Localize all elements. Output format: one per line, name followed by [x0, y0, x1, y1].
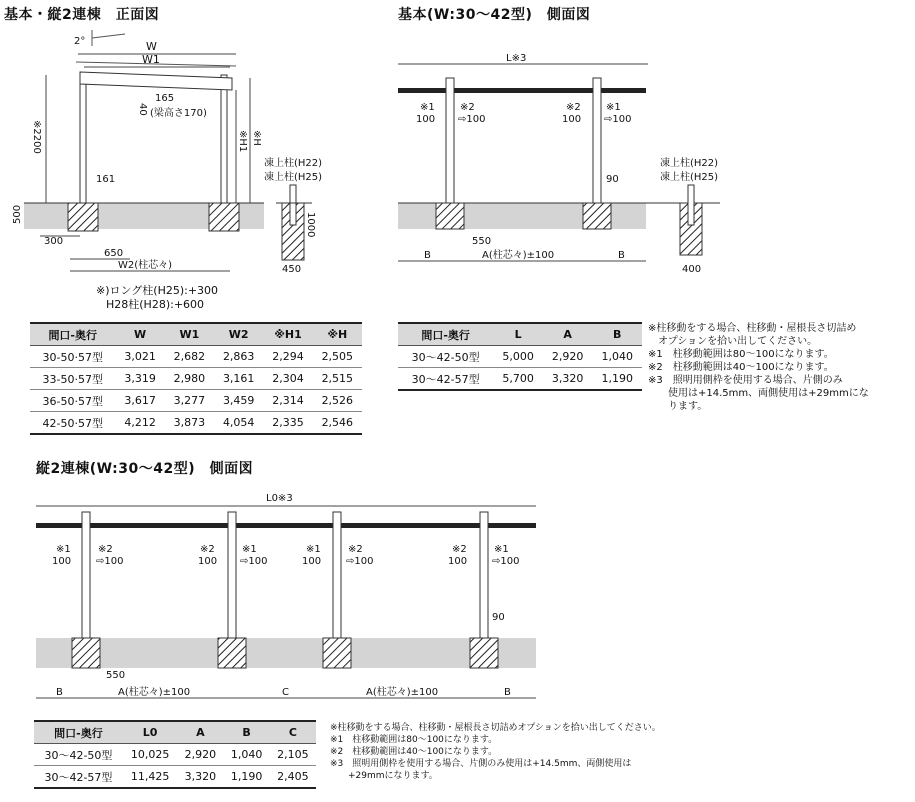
svg-text:※2: ※2 [566, 102, 581, 113]
col-header: 間口-奥行 [398, 323, 493, 346]
dim-beam-height: (梁高さ170) [150, 108, 207, 119]
front-note-2: H28柱(H28):+600 [106, 298, 205, 311]
svg-text:※1: ※1 [306, 544, 321, 555]
dim-l: L※3 [506, 53, 527, 64]
svg-text:※1: ※1 [242, 544, 257, 555]
side-view-basic-title: 基本(W:30〜42型) 側面図 [398, 7, 591, 23]
post-2 [593, 78, 601, 203]
col-header: A [177, 721, 223, 744]
svg-text:100: 100 [198, 556, 218, 567]
notes-basic: ※柱移動をする場合、柱移動・屋根長さ切詰め オプションを拾い出してください。 ※1 柱移動範囲は80〜100になります。 ※2 柱移動範囲は40〜100になります。 ※3 照明用側枠を使用する場合、片側のみ 使用は+14.5mm、両側使用は+29mmにな ります。 [648, 323, 869, 412]
svg-text:⇨100: ⇨100 [96, 556, 124, 567]
side-view-basic-drawing [398, 53, 720, 275]
col-header: 間口-奥行 [34, 721, 123, 744]
svg-text:100: 100 [302, 556, 322, 567]
svg-text:※1: ※1 [606, 102, 621, 113]
footing-left [68, 203, 98, 231]
svg-text:B: B [424, 250, 431, 261]
svg-text:90: 90 [606, 174, 619, 185]
svg-text:※1: ※1 [56, 544, 71, 555]
col-header: ※H [313, 323, 362, 346]
dim-w: W [146, 40, 157, 53]
side-view-double-drawing [36, 493, 536, 698]
svg-text:L0※3: L0※3 [266, 493, 293, 504]
table-basic [398, 322, 642, 391]
svg-text:※1: ※1 [420, 102, 435, 113]
col-header: C [270, 721, 316, 744]
svg-text:100: 100 [448, 556, 468, 567]
slope-label: 2° [74, 36, 86, 47]
footing-right [209, 203, 239, 231]
notes-double: ※柱移動をする場合、柱移動・屋根長さ切詰めオプションを拾い出してください。 ※1 柱移動範囲は80〜100になります。 ※2 柱移動範囲は40〜100になります。 ※3 照明用側枠を使用する場合、片側のみ使用は+14.5mm、両側使用は +29mmになります。 [330, 723, 661, 781]
svg-text:A(柱芯々)±100: A(柱芯々)±100 [366, 687, 439, 698]
dim-161: 161 [96, 174, 116, 185]
svg-text:A(柱芯々)±100: A(柱芯々)±100 [118, 687, 191, 698]
dim-h1: ※H1 [237, 130, 248, 153]
table-row: 33-50·57型 3,319 2,980 3,161 2,304 2,515 [30, 368, 362, 390]
front-note-1: ※)ロング柱(H25):+300 [96, 284, 219, 297]
post-left [80, 75, 86, 203]
table-row: 30〜42-57型 11,425 3,320 1,190 2,405 [34, 766, 316, 789]
ground-band [36, 638, 536, 668]
frost-post-h25: 凍上柱(H25) [264, 172, 323, 183]
svg-text:⇨100: ⇨100 [458, 114, 486, 125]
col-header: W1 [165, 323, 214, 346]
col-header: W [115, 323, 164, 346]
table-row: 30〜42-50型 10,025 2,920 1,040 2,105 [34, 744, 316, 766]
svg-text:※2: ※2 [98, 544, 113, 555]
dim-650: 650 [104, 248, 124, 259]
col-header: 間口-奥行 [30, 323, 115, 346]
svg-text:※2: ※2 [460, 102, 475, 113]
svg-text:C: C [282, 687, 289, 698]
svg-text:※2: ※2 [348, 544, 363, 555]
svg-text:※2: ※2 [200, 544, 215, 555]
side-view-double-title: 縦2連棟(W:30〜42型) 側面図 [36, 461, 254, 477]
svg-text:100: 100 [416, 114, 436, 125]
svg-text:100: 100 [52, 556, 72, 567]
dim-450: 450 [282, 264, 302, 275]
svg-text:550: 550 [106, 670, 126, 681]
svg-text:※2: ※2 [452, 544, 467, 555]
dim-165: 165 [155, 93, 175, 104]
dim-h: ※H [251, 130, 262, 146]
svg-text:100: 100 [562, 114, 582, 125]
svg-text:400: 400 [682, 264, 702, 275]
table-row: 30〜42-57型 5,700 3,320 1,190 [398, 368, 642, 391]
svg-text:⇨100: ⇨100 [492, 556, 520, 567]
roof [398, 88, 646, 93]
frost-post-h22: 凍上柱(H22) [264, 158, 323, 169]
dim-300: 300 [44, 236, 64, 247]
table-row: 30-50·57型 3,021 2,682 2,863 2,294 2,505 [30, 346, 362, 368]
col-header: ※H1 [263, 323, 312, 346]
table-row: 30〜42-50型 5,000 2,920 1,040 [398, 346, 642, 368]
svg-text:凍上柱(H22): 凍上柱(H22) [660, 158, 719, 169]
table-double [34, 720, 316, 789]
col-header: L0 [123, 721, 177, 744]
table-row: 36-50·57型 3,617 3,277 3,459 2,314 2,526 [30, 390, 362, 412]
svg-text:B: B [56, 687, 63, 698]
col-header: B [224, 721, 270, 744]
front-view-drawing [12, 30, 322, 275]
col-header: W2 [214, 323, 263, 346]
svg-text:B: B [618, 250, 625, 261]
col-header: L [493, 323, 543, 346]
roof-beam [80, 72, 232, 90]
post-right [221, 75, 227, 203]
svg-text:550: 550 [472, 236, 492, 247]
table-front [30, 322, 362, 435]
svg-text:⇨100: ⇨100 [346, 556, 374, 567]
svg-text:⇨100: ⇨100 [604, 114, 632, 125]
dim-500: 500 [12, 204, 23, 224]
table-row: 42-50·57型 4,212 3,873 4,054 2,335 2,546 [30, 412, 362, 435]
svg-text:90: 90 [492, 612, 505, 623]
dim-w2: W2(柱芯々) [118, 260, 173, 271]
svg-text:※1: ※1 [494, 544, 509, 555]
svg-text:A(柱芯々)±100: A(柱芯々)±100 [482, 250, 555, 261]
dim-1000: 1000 [305, 212, 316, 238]
dim-40: 40 [137, 103, 148, 116]
svg-text:⇨100: ⇨100 [240, 556, 268, 567]
col-header: A [543, 323, 593, 346]
col-header: B [592, 323, 642, 346]
front-view-title: 基本・縦2連棟 正面図 [4, 7, 160, 23]
dim-w1: W1 [142, 53, 160, 66]
post-1 [446, 78, 454, 203]
svg-text:凍上柱(H25): 凍上柱(H25) [660, 172, 719, 183]
svg-text:B: B [504, 687, 511, 698]
dim-h2200: ※2200 [31, 120, 42, 154]
